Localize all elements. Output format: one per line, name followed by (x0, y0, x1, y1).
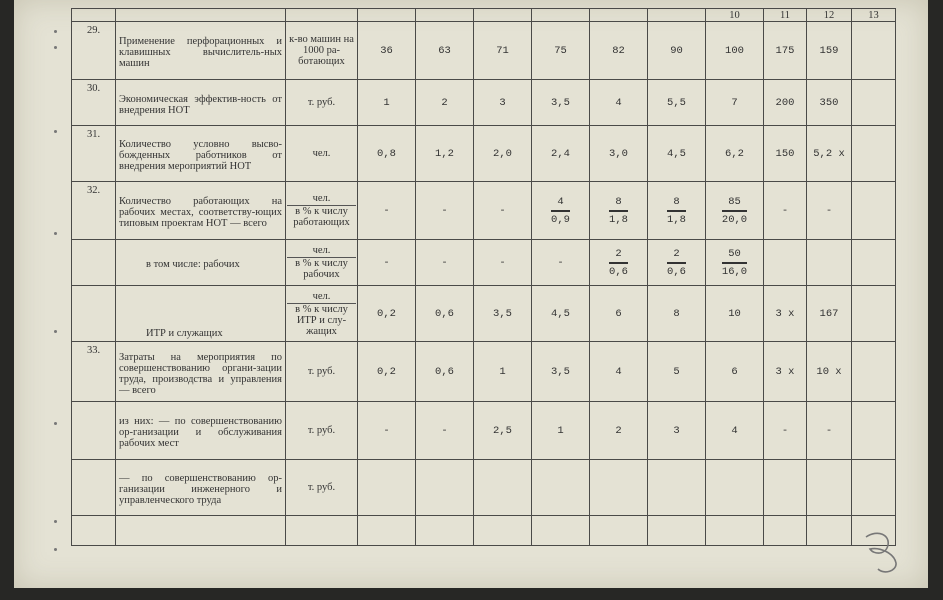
table-cell-value: 71 (474, 22, 532, 80)
table-cell-value: 82 (590, 22, 648, 80)
table-cell-value: 75 (532, 22, 590, 80)
table-cell-value: 3 (648, 402, 706, 460)
table-cell-value: 5,2 x (807, 126, 852, 182)
row-unit: к-во машин на 1000 ра-ботающих (286, 22, 358, 80)
column-number-11: 11 (764, 9, 807, 22)
table-cell-value: 0,6 (416, 342, 474, 402)
table-cell-value: 63 (416, 22, 474, 80)
table-cell-value: 175 (764, 22, 807, 80)
table-cell-value: - (474, 240, 532, 286)
table-cell-value: - (807, 402, 852, 460)
table-cell-value: 3,5 (532, 342, 590, 402)
table-cell-value: 10 x (807, 342, 852, 402)
table-cell-value: 3,5 (474, 286, 532, 342)
table-row: 31. Количество условно высво-божденных работников от внедрения мероприятий НОТ чел. 0,8 1,2 2,0 2,4 3,0 4,5 6,2 150 5,2 x (72, 126, 896, 182)
table-cell-value (807, 240, 852, 286)
table-cell-value: 3,0 (590, 126, 648, 182)
table-cell-value: 0,2 (358, 286, 416, 342)
table-cell-value: 167 (807, 286, 852, 342)
table-cell-value: 1,2 (416, 126, 474, 182)
table-cell-value: - (358, 240, 416, 286)
table-cell-value: - (807, 182, 852, 240)
table-cell-value (648, 460, 706, 516)
table-cell-value (764, 240, 807, 286)
table-cell-value: - (416, 402, 474, 460)
table-cell-value: 3,5 (532, 80, 590, 126)
report-table (71, 8, 896, 546)
table-cell-value: 100 (706, 22, 764, 80)
table-cell-value: 5 (648, 342, 706, 402)
table-row (72, 22, 896, 80)
table-cell-value: 2,4 (532, 126, 590, 182)
table-cell-value: 2 (416, 80, 474, 126)
table-cell-value: $\frac{50}{16,0}$ (706, 240, 764, 286)
table-cell-value: - (764, 182, 807, 240)
table-cell-value: 3 x (764, 286, 807, 342)
handwritten-mark (860, 525, 902, 580)
table-cell-value (807, 460, 852, 516)
table-cell-value: 4 (590, 80, 648, 126)
table-cell-value: 4 (706, 402, 764, 460)
table-cell-value: 7 (706, 80, 764, 126)
table-cell-value: 6 (706, 342, 764, 402)
table-cell-value: 350 (807, 80, 852, 126)
table-cell-value (474, 460, 532, 516)
table-cell-value: 200 (764, 80, 807, 126)
table-row: из них: — по совершенствованию ор-ганизации и обслуживания рабочих мест т. руб. - - 2,5 1 2 3 4 - - (72, 402, 896, 460)
table-cell-value: 10 (706, 286, 764, 342)
table-row: — по совершенствованию ор-ганизации инженерного и управленческого труда т. руб. (72, 460, 896, 516)
table-cell-value: - (416, 240, 474, 286)
fraction-value: $\frac{4}{0,9}$ (551, 195, 570, 226)
column-number-13: 13 (852, 9, 896, 22)
table-cell-value: - (358, 182, 416, 240)
table-cell-value: 2,0 (474, 126, 532, 182)
table-cell-value: - (474, 182, 532, 240)
table-row: 33. Затраты на мероприятия по совершенствованию органи-зации труда, производства и управления — всего т. руб. 0,2 0,6 1 3,5 4 5 6 3 x 10 x (72, 342, 896, 402)
table-cell-value: 2 (590, 402, 648, 460)
table-cell-value (416, 460, 474, 516)
table-cell-value: 150 (764, 126, 807, 182)
table-cell-value: 0,6 (416, 286, 474, 342)
table-cell-value: 3 (474, 80, 532, 126)
table-cell-value: - (532, 240, 590, 286)
table-cell-value (764, 460, 807, 516)
table-cell-value: 6,2 (706, 126, 764, 182)
table-cell-value: 159 (807, 22, 852, 80)
column-number-row (72, 9, 896, 22)
table-cell-value: 1 (358, 80, 416, 126)
table-cell-value: 4,5 (532, 286, 590, 342)
table-cell-value (706, 460, 764, 516)
table-cell-value: 4,5 (648, 126, 706, 182)
table-cell-value: 0,8 (358, 126, 416, 182)
column-number-10: 10 (706, 9, 764, 22)
table-cell-value: 0,2 (358, 342, 416, 402)
table-cell-value: - (416, 182, 474, 240)
table-row (72, 516, 896, 546)
table-cell-value: $\frac{2}{0,6}$ (590, 240, 648, 286)
table-cell-value: 2,5 (474, 402, 532, 460)
table-cell-value: 1 (474, 342, 532, 402)
table-cell-value: 36 (358, 22, 416, 80)
table-cell-value (358, 460, 416, 516)
table-cell-value: 8 (648, 286, 706, 342)
row-number: 29. (72, 22, 116, 80)
row-name: Применение перфорационных и клавишных вычислитель-ных машин (116, 22, 286, 80)
table-row: ИТР и служащих чел. в % к числу ИТР и слу-жащих 0,2 0,6 3,5 4,5 6 8 10 3 x 167 (72, 286, 896, 342)
table-cell-value: $\frac{2}{0,6}$ (648, 240, 706, 286)
table-cell-value: 5,5 (648, 80, 706, 126)
table-cell-value: $\frac{85}{20,0}$ (706, 182, 764, 240)
table-row: 30. Экономическая эффектив-ность от внедрения НОТ т. руб. 1 2 3 3,5 4 5,5 7 200 350 (72, 80, 896, 126)
table-cell-value: 3 x (764, 342, 807, 402)
table-cell-value: 6 (590, 286, 648, 342)
table-cell-value: 4 (590, 342, 648, 402)
table-cell-value: - (358, 402, 416, 460)
table-cell-value (590, 460, 648, 516)
table-cell-value: $\frac{8}{1,8}$ (648, 182, 706, 240)
table-cell-value (532, 460, 590, 516)
column-number-12: 12 (807, 9, 852, 22)
table-cell-value (532, 182, 590, 240)
table-cell-value: - (764, 402, 807, 460)
table-cell-value: 1 (532, 402, 590, 460)
table-row: в том числе: рабочих чел. в % к числу рабочих - - - - $\frac{2}{0,6}$ $\frac{2}{0,6}$ $\frac{50}{16,0}$ (72, 240, 896, 286)
table-cell-value: 90 (648, 22, 706, 80)
table-cell-value: $\frac{8}{1,8}$ (590, 182, 648, 240)
table-row: 32. Количество работающих на рабочих местах, соответству-ющих типовым проектам НОТ — всего чел. в % к числу работающих - - - $\frac{4}{0,9}$ $\frac{8}{1,8}$ $\frac{8}{1,8}$ $\frac{85}{20,0}$ - - (72, 182, 896, 240)
